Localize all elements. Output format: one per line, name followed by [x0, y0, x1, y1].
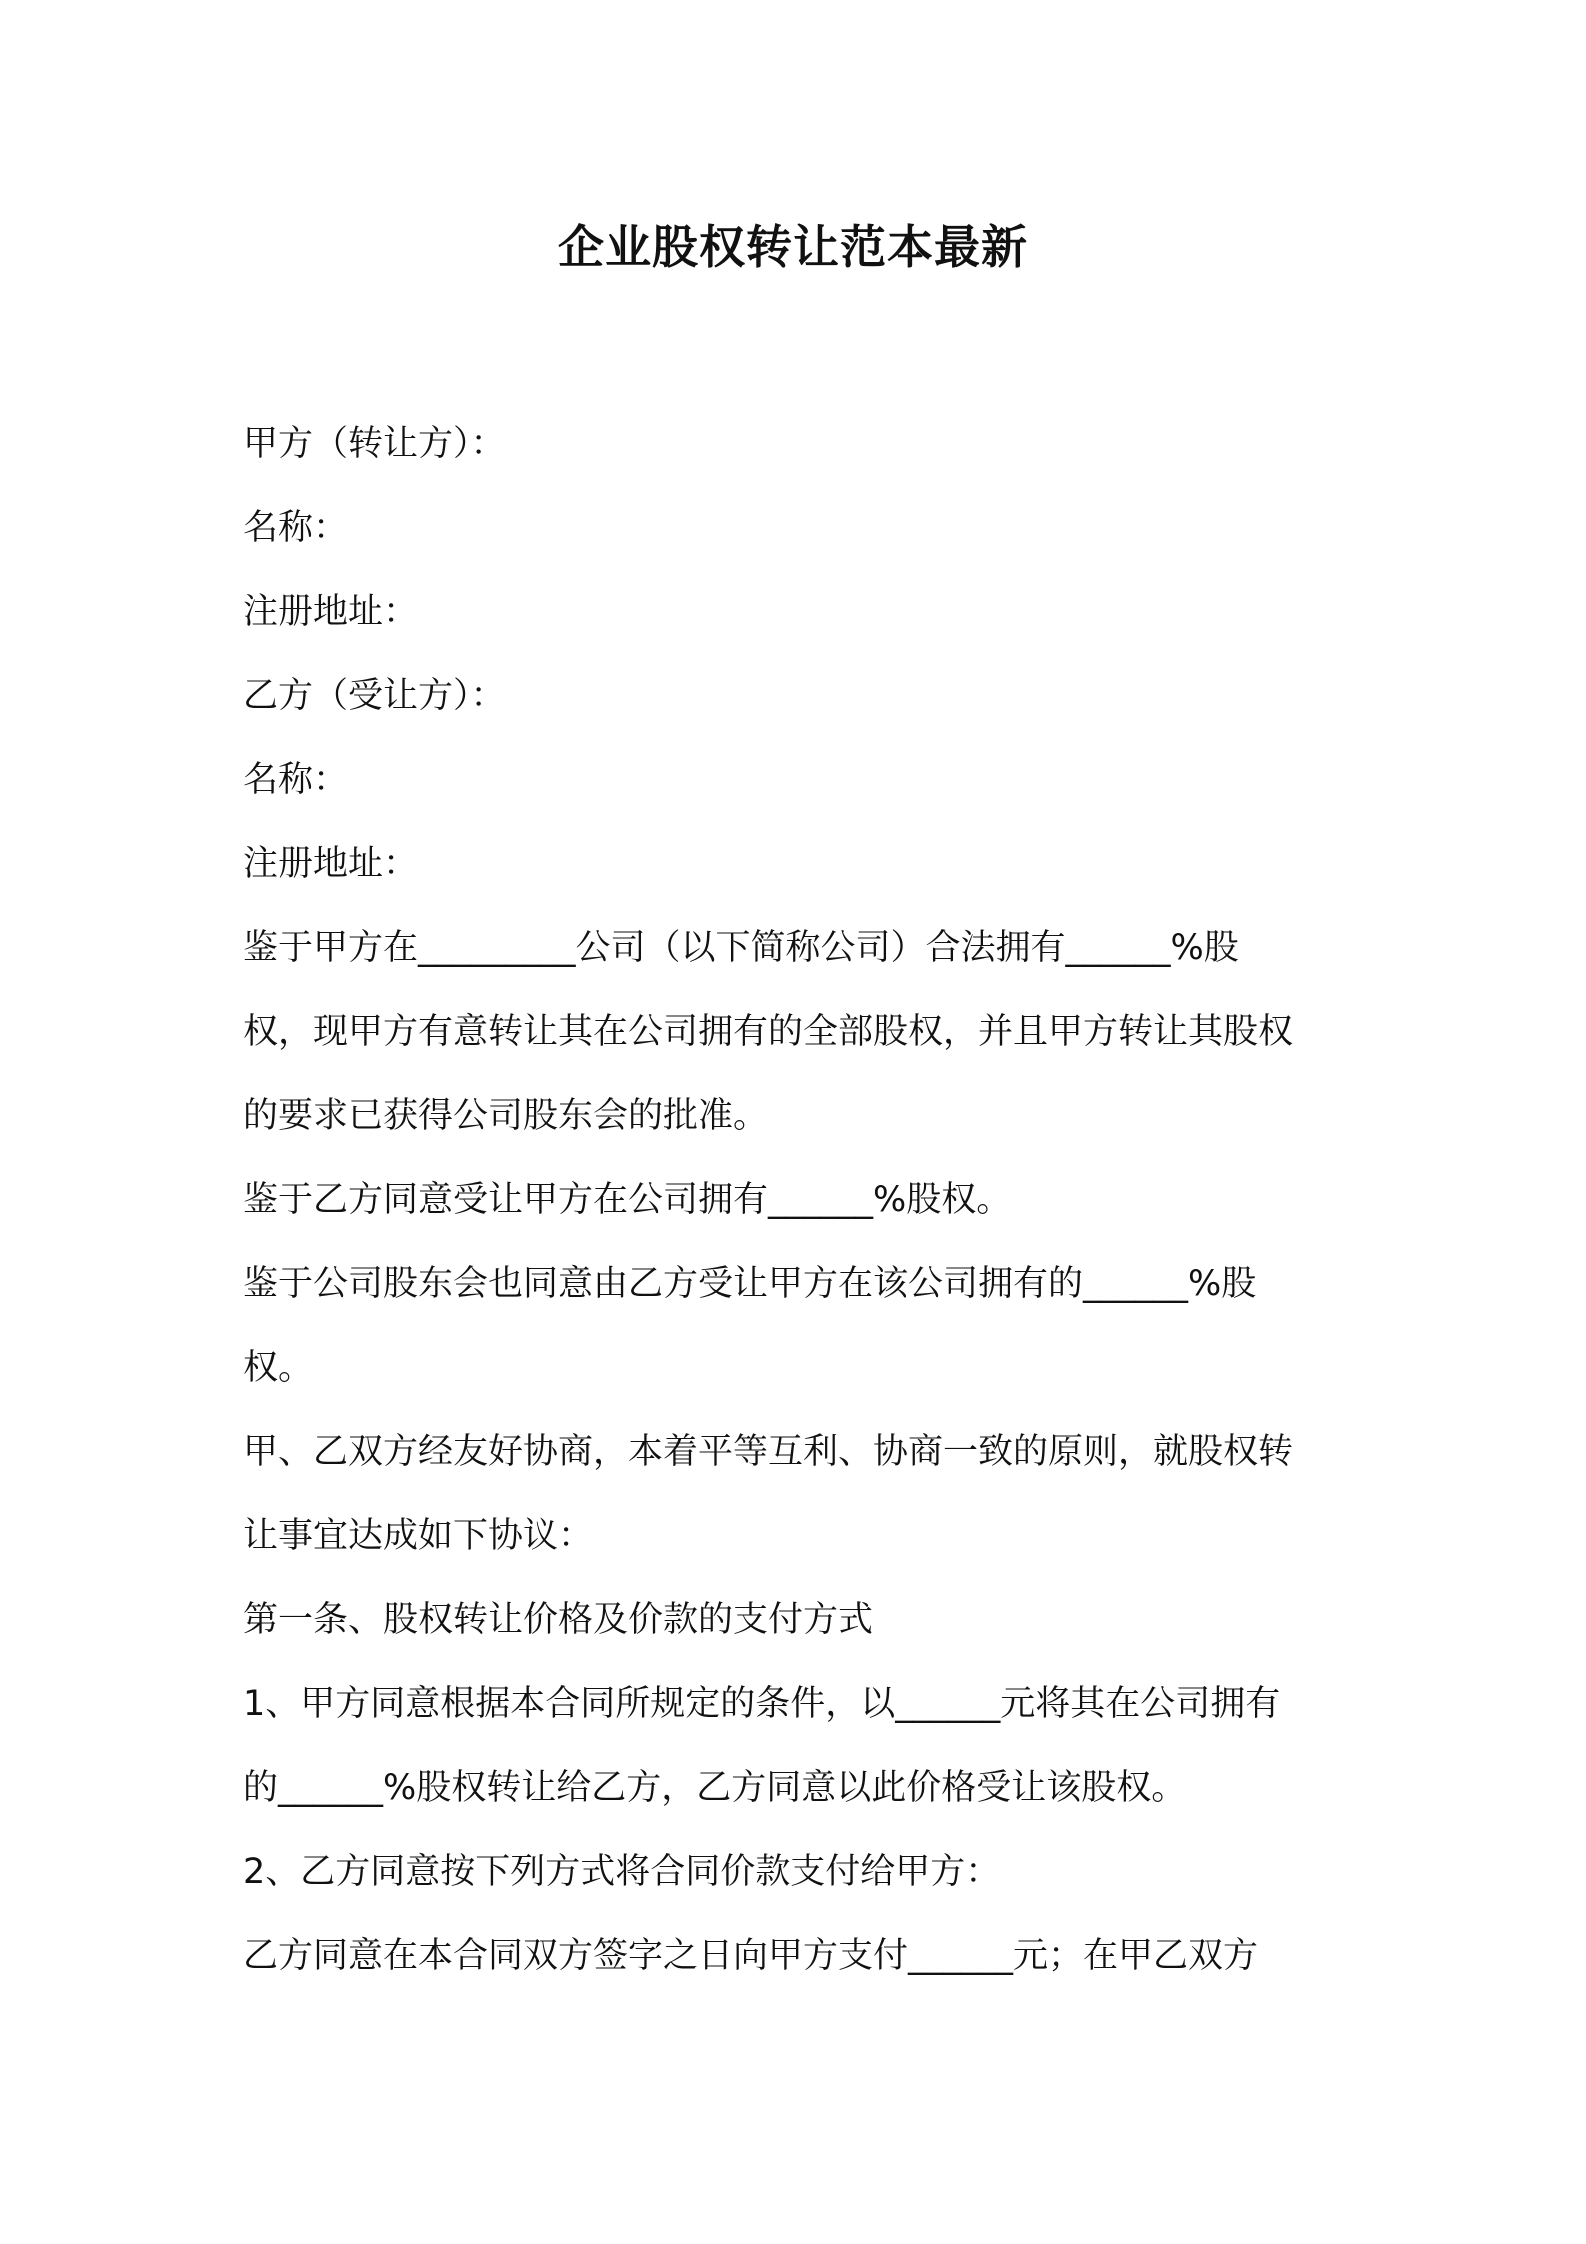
text-line: 甲、乙双方经友好协商，本着平等互利、协商一致的原则，就股权转 — [243, 1432, 1294, 1472]
text-line: 鉴于乙方同意受让甲方在公司拥有______%股权。 — [243, 1180, 1012, 1220]
text-line: 权。 — [243, 1348, 314, 1388]
article-1-heading: 第一条、股权转让价格及价款的支付方式 — [243, 1600, 874, 1640]
document-body — [243, 402, 1355, 1998]
party-a-heading: 甲方（转让方）： — [243, 424, 506, 464]
party-b-address: 注册地址： — [243, 844, 419, 884]
text-line: 权，现甲方有意转让其在公司拥有的全部股权，并且甲方转让其股权 — [243, 1012, 1294, 1052]
text-line: 鉴于公司股东会也同意由乙方受让甲方在该公司拥有的______%股 — [243, 1264, 1257, 1304]
text-line: 2、乙方同意按下列方式将合同价款支付给甲方： — [243, 1852, 1001, 1892]
text-line: 让事宜达成如下协议： — [243, 1516, 594, 1556]
text-line: 1、甲方同意根据本合同所规定的条件，以______元将其在公司拥有 — [243, 1684, 1281, 1724]
party-b-name: 名称： — [243, 760, 349, 800]
text-line: 的要求已获得公司股东会的批准。 — [243, 1096, 769, 1136]
text-line: 乙方同意在本合同双方签字之日向甲方支付______元；在甲乙双方 — [243, 1936, 1259, 1976]
text-line: 鉴于甲方在_________公司（以下简称公司）合法拥有______%股 — [243, 928, 1239, 968]
document-title: 企业股权转让范本最新 — [558, 220, 1028, 274]
party-a-address: 注册地址： — [243, 592, 419, 632]
party-b-heading: 乙方（受让方）： — [243, 676, 506, 716]
text-line: 的______%股权转让给乙方，乙方同意以此价格受让该股权。 — [243, 1768, 1187, 1808]
party-a-name: 名称： — [243, 508, 349, 548]
